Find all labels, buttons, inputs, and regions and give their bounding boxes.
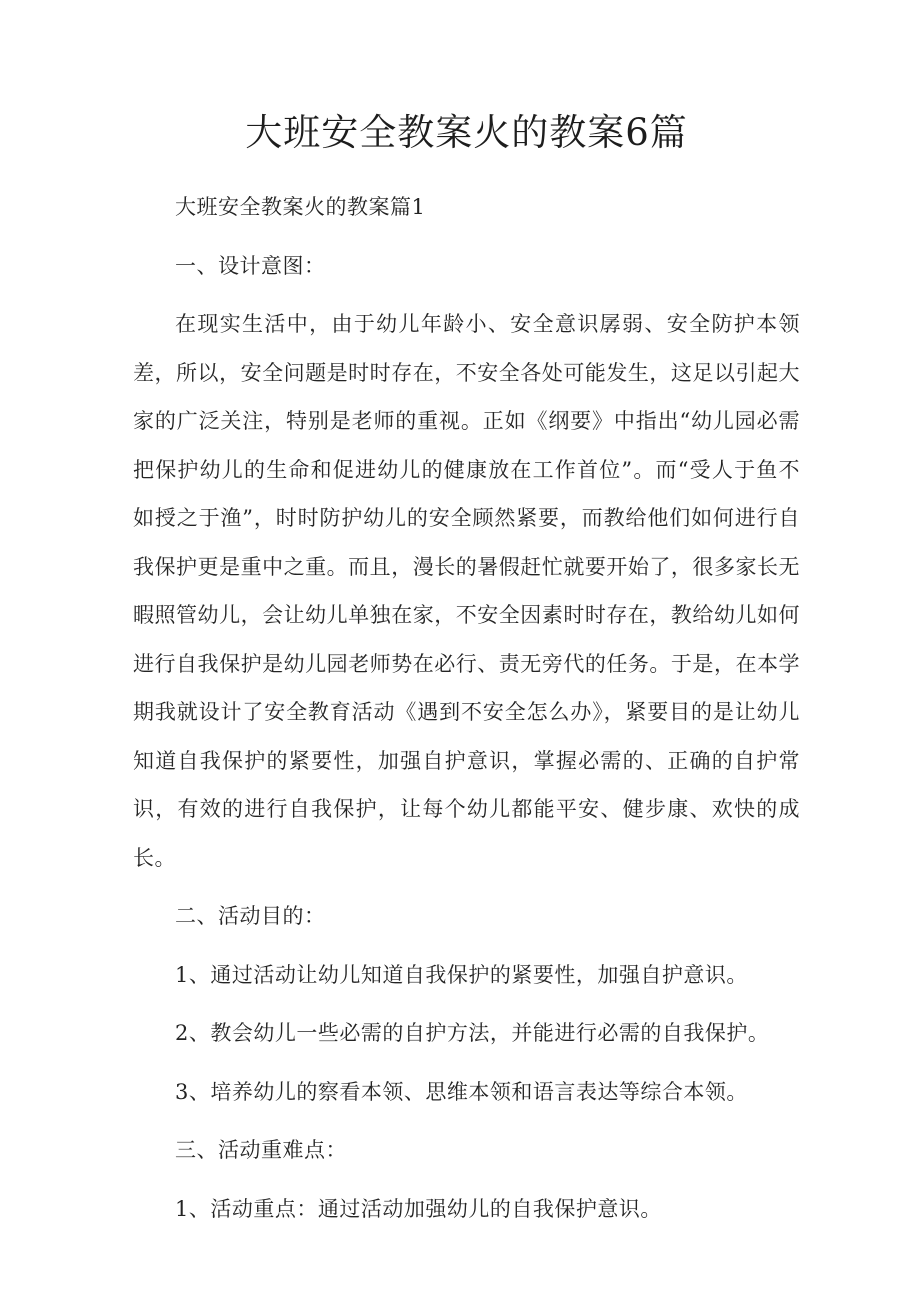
paragraph-body: 在现实生活中，由于幼儿年龄小、安全意识孱弱、安全防护本领差，所以，安全问题是时时存在，不安全各处可能发生，这足以引起大家的广泛关注，特别是老师的重视。正如《纲要》中指出“幼儿园必需把保护幼儿的生命和促进幼儿的健康放在工作首位”。而“受人于鱼不如授之于渔”，时时防护幼儿的安全顾然紧要，而教给他们如何进行自我保护更是重中之重。而且，漫长的暑假赶忙就要开始了，很多家长无暇照管幼儿，会让幼儿单独在家，不安全因素时时存在，教给幼儿如何进行自我保护是幼儿园老师势在必行、责无旁代的任务。于是，在本学期我就设计了安全教育活动《遇到不安全怎么办》，紧要目的是让幼儿知道自我保护的紧要性，加强自护意识，掌握必需的、正确的自护常识，有效的进行自我保护，让每个幼儿都能平安、健步康、欢快的成长。: [133, 312, 800, 870]
paragraph-list-item: 1、通过活动让幼儿知道自我保护的紧要性，加强自护意识。: [175, 962, 748, 987]
paragraph-list-item: 3、培养幼儿的察看本领、思维本领和语言表达等综合本领。: [175, 1079, 748, 1104]
paragraph-heading: 三、活动重难点：: [175, 1138, 347, 1162]
paragraph-list-item: 1、活动重点：通过活动加强幼儿的自我保护意识。: [175, 1196, 662, 1221]
document-body: [133, 183, 800, 1233]
paragraph-subtitle: 大班安全教案火的教案篇1: [175, 195, 426, 219]
paragraph-heading: 一、设计意图：: [175, 253, 326, 278]
paragraph-heading: 二、活动目的：: [175, 904, 326, 928]
document-title: 大班安全教案火的教案6篇: [245, 111, 688, 154]
paragraph-list-item: 2、教会幼儿一些必需的自护方法，并能进行必需的自我保护。: [175, 1021, 770, 1045]
